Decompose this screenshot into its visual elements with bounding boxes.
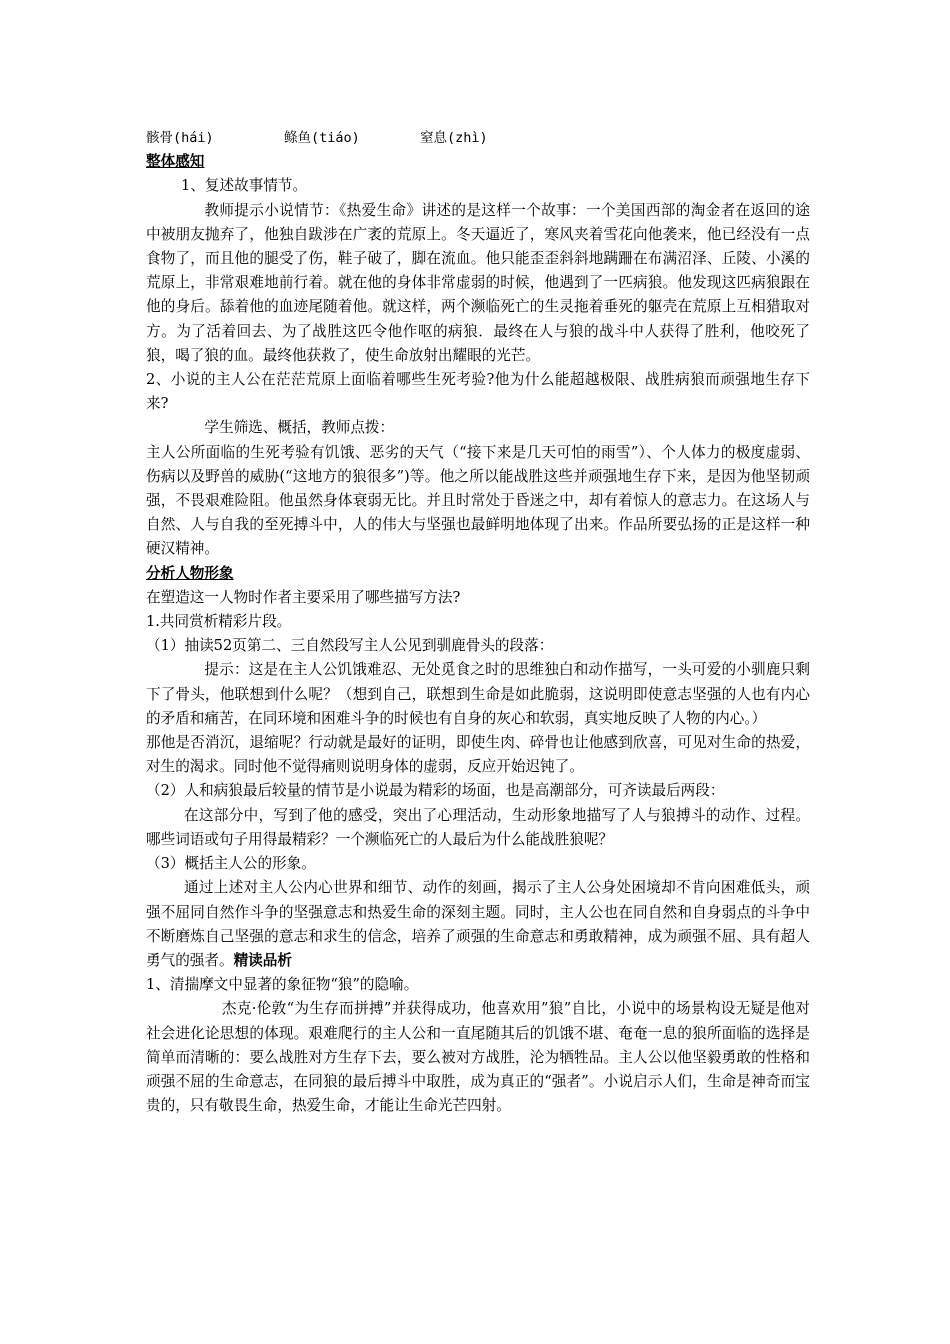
question-1: 1、复述故事情节。 bbox=[181, 177, 308, 195]
paragraph-q1-answer: 教师提示小说情节：《热爱生命》讲述的是这样一个故事：一个美国西部的淘金者在返回的途中被朋友抛弃了，他独自跋涉在广袤的荒原上。冬天逼近了，寒风夹着雪花向他袭来，他已经没有一点食物了，而且他的腿受了伤，鞋子破了，脚在流血。他只能歪歪斜斜地蹒跚在布满沼泽、丘陵、小溪的荒原上，非常艰难地前行着。就在他的身体非常虚弱的时候，他遇到了一匹病狼。他发现这匹病狼跟在他的身后。舔着他的血迹尾随着他。就这样，两个濒临死亡的生灵拖着垂死的躯壳在荒原上互相猎取对方。为了活着回去、为了战胜这匹令他作呕的病狼．最终在人与狼的战斗中人获得了胜利，他咬死了狼，喝了狼的血。最终他获救了，使生命放射出耀眼的光芒。 bbox=[146, 201, 810, 364]
paragraph-intro: 在塑造这一人物时作者主要采用了哪些描写方法? bbox=[146, 588, 461, 606]
document-page bbox=[146, 126, 810, 1118]
paragraph bbox=[146, 876, 810, 973]
paragraph-text: 通过上述对主人公内心世界和细节、动作的刻画，揭示了主人公身处困境却不肯向困难低头，顽强不屈同自然作斗争的坚强意志和热爱生命的深刻主题。同时，主人公也在同自然和自身弱点的斗争中不断磨炼自己坚强的意志和求生的信念，培养了顽强的生命意志和勇敢精神，成为顽强不屈、具有超人勇气的强者。 bbox=[146, 879, 810, 969]
question: 1、清揣摩文中显著的象征物“狼”的隐喻。 bbox=[146, 976, 419, 994]
section-heading: 分析人物形象 bbox=[146, 564, 234, 582]
paragraph: 提示：这是在主人公饥饿难忍、无处觅食之时的思维独白和动作描写，一头可爱的小驯鹿只剩下了骨头，他联想到什么呢？（想到自己，联想到生命是如此脆弱，这说明即使意志坚强的人也有内心的矛盾和痛苦，在同环境和困难斗争的时候也有自身的灰心和软弱，真实地反映了人物的内心。） bbox=[146, 661, 810, 727]
paragraph-q2-hint: 学生筛选、概括，教师点拨： bbox=[204, 419, 395, 437]
pinyin-line bbox=[146, 126, 810, 150]
section-heading-inline: 精读品析 bbox=[233, 951, 292, 969]
section-heading: 整体感知 bbox=[146, 153, 205, 171]
question-2: 2、小说的主人公在茫茫荒原上面临着哪些生死考验?他为什么能超越极限、战胜病狼而顽强地生存下来? bbox=[146, 371, 810, 413]
pinyin-word: 骸骨(hái) bbox=[146, 130, 214, 146]
pinyin-word: 窒息(zhì) bbox=[420, 130, 488, 146]
paragraph: （3）概括主人公的形象。 bbox=[146, 855, 316, 873]
paragraph: 那他是否消沉，退缩呢？行动就是最好的证明，即使生肉、碎骨也让他感到欣喜，可见对生命的热爱，对生的渴求。同时他不觉得痛则说明身体的虚弱，反应开始迟钝了。 bbox=[146, 734, 810, 776]
paragraph: （2）人和病狼最后较量的情节是小说最为精彩的场面，也是高潮部分，可齐读最后两段： bbox=[146, 782, 725, 800]
pinyin-word: 鲦鱼(tiáo) bbox=[284, 130, 360, 146]
paragraph: 在这部分中，写到了他的感受，突出了心理活动，生动形象地描写了人与狼搏斗的动作、过程。哪些词语或句子用得最精彩？一个濒临死亡的人最后为什么能战胜狼呢？ bbox=[146, 806, 810, 848]
paragraph: 杰克·伦敦“为生存而拼搏”并获得成功，他喜欢用”狼”自比，小说中的场景构设无疑是他对社会进化论思想的体现。艰难爬行的主人公和一直尾随其后的饥饿不堪、奄奄一息的狼所面临的选择是简单而清晰的：要么战胜对方生存下去，要么被对方战胜，沦为牺牲品。主人公以他坚毅勇敢的性格和顽强不屈的生命意志，在同狼的最后搏斗中取胜，成为真正的“强者”。小说启示人们，生命是神奇而宝贵的，只有敬畏生命，热爱生命，才能让生命光芒四射。 bbox=[146, 1000, 810, 1115]
paragraph-q2-answer: 主人公所面临的生死考验有饥饿、恶劣的天气（“接下来是几天可怕的雨雪”）、个人体力的极度虚弱、伤病以及野兽的威胁(“这地方的狼很多”)等。他之所以能战胜这些并顽强地生存下来，是因为他坚韧顽强，不畏艰难险阻。他虽然身体衰弱无比。并且时常处于昏迷之中，却有着惊人的意志力。在这场人与自然、人与自我的至死搏斗中，人的伟大与坚强也最鲜明地体现了出来。作品所要弘扬的正是这样一种硬汉精神。 bbox=[146, 443, 810, 558]
paragraph: 1.共同赏析精彩片段。 bbox=[146, 613, 292, 631]
paragraph: （1）抽读52页第二、三自然段写主人公见到驯鹿骨头的段落： bbox=[146, 637, 554, 655]
